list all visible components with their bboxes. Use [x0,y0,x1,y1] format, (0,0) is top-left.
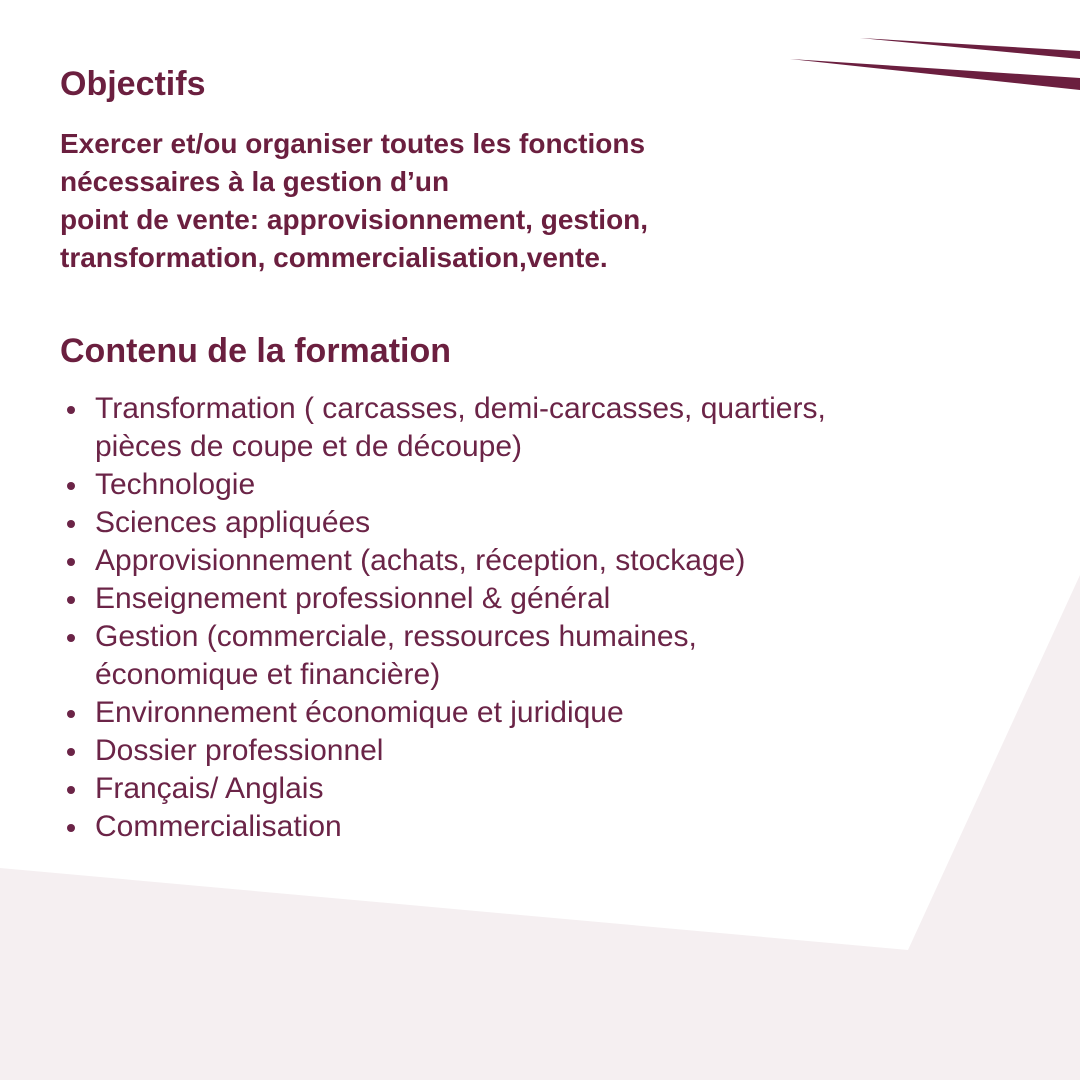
main-content [60,64,960,846]
course-list-item [60,466,840,504]
course-list-item [60,770,840,808]
course-list-item [60,390,840,466]
course-list-item [60,542,840,580]
bullet-icon [67,596,75,604]
bullet-icon [67,634,75,642]
course-list-item [60,694,840,732]
course-list-item [60,732,840,770]
bullet-icon [67,710,75,718]
course-item-text: Sciences appliquées [95,505,371,539]
course-item-text: Français/ Anglais [95,771,324,805]
objectives-text: Exercer et/ou organiser toutes les fonctions nécessaires à la gestion d’un point de vente: approvisionnement, gestion, transformation, commercialisation,vente. [60,127,649,273]
bullet-icon [67,482,75,490]
decorative-stroke-top [860,38,1080,59]
course-item-text: Transformation ( carcasses, demi-carcasses, quartiers, pièces de coupe et de découpe) [95,391,826,463]
objectives-title: Objectifs [60,65,206,103]
contenu-title: Contenu de la formation [60,331,451,370]
course-item-text: Commercialisation [95,809,342,843]
course-item-text: Environnement économique et juridique [95,695,624,729]
course-item-text: Gestion (commerciale, ressources humaines, économique et financière) [95,619,697,691]
bullet-icon [67,406,75,414]
course-list-item [60,580,840,618]
course-content-list [60,390,840,846]
bullet-icon [67,786,75,794]
course-list-item [60,808,840,846]
bullet-icon [67,748,75,756]
course-item-text: Technologie [95,467,256,501]
course-list-item [60,618,840,694]
bullet-icon [67,558,75,566]
course-item-text: Enseignement professionnel & général [95,581,611,615]
bullet-icon [67,520,75,528]
course-item-text: Approvisionnement (achats, réception, stockage) [95,543,746,577]
course-list-item [60,504,840,542]
course-item-text: Dossier professionnel [95,733,384,767]
bullet-icon [67,824,75,832]
